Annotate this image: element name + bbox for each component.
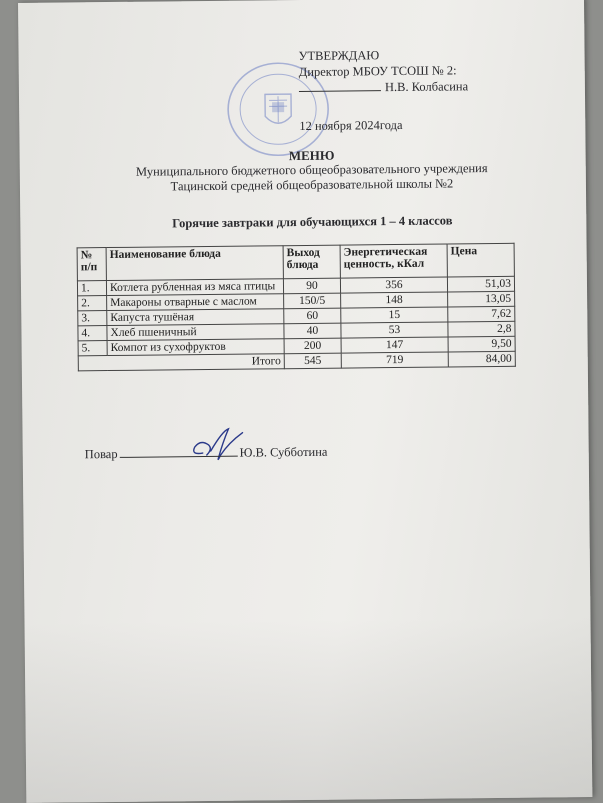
row-price: 2,8 [448,321,515,337]
row-num: 3. [78,311,107,326]
row-name: Компот из сухофруктов [107,339,284,356]
total-price: 84,00 [448,351,515,367]
row-energy: 15 [341,307,448,323]
row-yield: 90 [283,278,340,294]
menu-title: МЕНЮ [288,147,335,164]
row-energy: 356 [340,277,447,293]
approval-heading: УТВЕРЖДАЮ [298,48,380,64]
approval-signatory: Н.В. Колбасина [384,79,469,95]
row-price: 7,62 [448,306,515,322]
col-header-energy: Энергетическая ценность, кКал [340,244,447,278]
col-header-name: Наименование блюда [106,246,283,281]
cook-signature-blank [120,456,238,458]
org-name-line1: Муниципального бюджетного общеобразовательного учреждения [135,161,488,179]
row-num: 2. [78,296,107,311]
row-name: Котлета рубленная из мяса птицы [106,279,283,296]
total-energy: 719 [341,352,448,368]
col-header-yield: Выход блюда [283,245,340,279]
table-total-row [78,351,515,371]
total-yield: 545 [284,353,341,369]
row-yield: 200 [284,338,341,354]
total-label: Итого [78,354,284,371]
row-name: Хлеб пшеничный [107,324,284,341]
row-yield: 150/5 [284,293,341,309]
org-name-line2: Тацинской средней общеобразовательной школы №2 [170,176,454,194]
row-price: 13,05 [448,291,515,307]
menu-subtitle: Горячие завтраки для обучающихся 1 – 4 классов [172,213,453,231]
row-energy: 53 [341,322,448,338]
signature-blank [299,90,381,92]
title-block [92,146,533,233]
approval-date: 12 ноября 2024года [299,117,403,134]
document-page [18,0,592,803]
approval-signatory-line [299,78,468,96]
col-header-price: Цена [447,243,514,277]
cook-name: Ю.В. Субботина [239,444,328,460]
menu-table [77,243,516,372]
row-price: 9,50 [448,336,515,352]
approval-block [299,46,469,134]
table-header-row [77,243,514,281]
cook-label: Повар [84,446,118,462]
row-price: 51,03 [447,276,514,292]
row-yield: 60 [284,308,341,324]
row-name: Макароны отварные с маслом [107,294,284,311]
row-energy: 148 [341,292,448,308]
row-num: 4. [78,326,107,341]
row-yield: 40 [284,323,341,339]
row-num: 1. [77,281,106,296]
cook-signature-line [85,445,328,463]
row-num: 5. [78,341,107,356]
approval-position: Директор МБОУ ТСОШ № 2: [298,63,457,80]
row-energy: 147 [341,337,448,353]
row-name: Капуста тушёная [107,309,284,326]
col-header-num: № п/п [77,248,106,281]
